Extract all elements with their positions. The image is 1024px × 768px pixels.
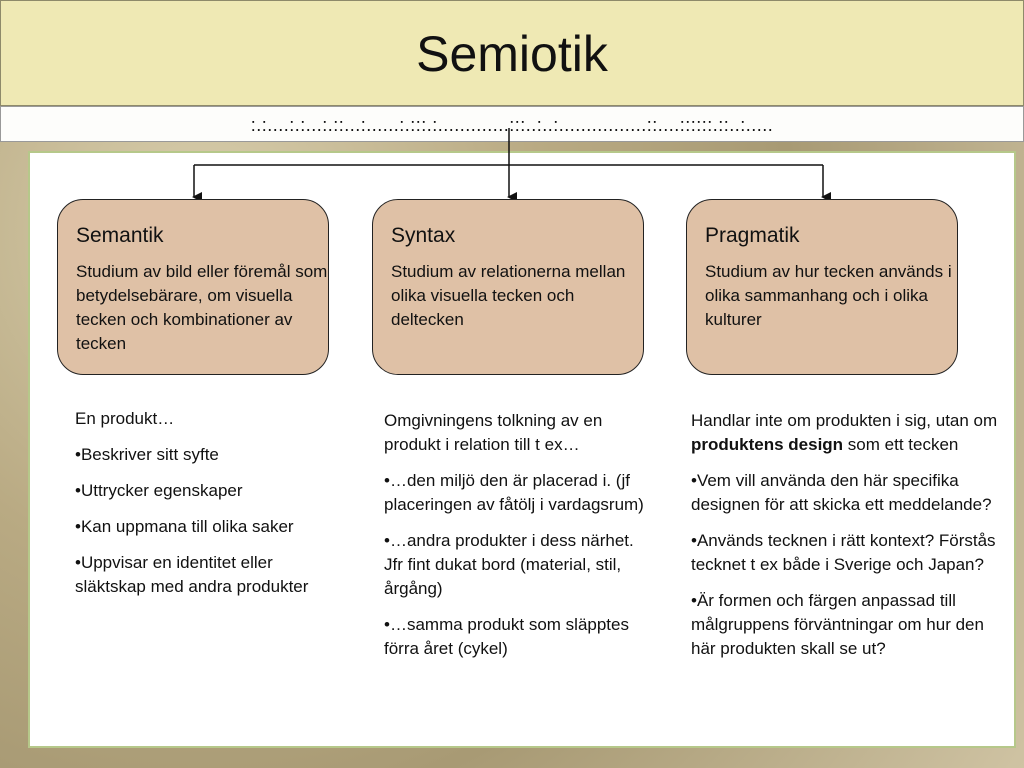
column-syntax (384, 409, 646, 673)
intro-text-bold: produktens design (691, 435, 844, 454)
box-syntax-heading: Syntax (391, 224, 456, 247)
box-semantik-text: Studium av bild eller föremål som betydelsebärare, om visuella tecken och kombinationer av tecken (76, 262, 328, 353)
box-semantik-heading: Semantik (76, 224, 164, 247)
list-item: •Beskriver sitt syfte (75, 445, 219, 464)
column-syntax-intro: Omgivningens tolkning av en produkt i relation till t ex… (384, 411, 603, 454)
list-item: •Kan uppmana till olika saker (75, 517, 294, 536)
column-semantik (75, 407, 315, 611)
list-item: •Uttrycker egenskaper (75, 481, 243, 500)
box-syntax (372, 199, 644, 375)
list-item: •…andra produkter i dess närhet. Jfr fint dukat bord (material, stil, årgång) (384, 531, 634, 598)
intro-text-start: Handlar inte om produkten i sig, utan om (691, 411, 998, 430)
box-syntax-text: Studium av relationerna mellan olika visuella tecken och deltecken (391, 262, 626, 329)
page-title: Semiotik (416, 26, 608, 82)
list-item: •Uppvisar en identitet eller släktskap med andra produkter (75, 553, 309, 596)
column-pragmatik (691, 409, 1009, 673)
list-item: •Vem vill använda den här specifika designen för att skicka ett meddelande? (691, 471, 992, 514)
box-pragmatik-heading: Pragmatik (705, 224, 800, 247)
list-item: •…den miljö den är placerad i. (jf placeringen av fåtölj i vardagsrum) (384, 471, 644, 514)
dotted-line: :.:....:.:...:.::...:......:.:::.:.............:::..:..:................::....::::::.::..:..... (250, 115, 774, 135)
column-semantik-intro: En produkt… (75, 409, 175, 428)
intro-text-end: som ett tecken (843, 435, 959, 454)
box-semantik (57, 199, 329, 375)
column-pragmatik-intro (691, 409, 1009, 457)
box-pragmatik (686, 199, 958, 375)
list-item: •…samma produkt som släpptes förra året (cykel) (384, 615, 629, 658)
list-item: •Är formen och färgen anpassad till målgruppens förväntningar om hur den här produkten skall se ut? (691, 591, 984, 658)
box-pragmatik-text: Studium av hur tecken används i olika sammanhang och i olika kulturer (705, 262, 952, 329)
list-item: •Används tecknen i rätt kontext? Förstås tecknet t ex både i Sverige och Japan? (691, 531, 996, 574)
